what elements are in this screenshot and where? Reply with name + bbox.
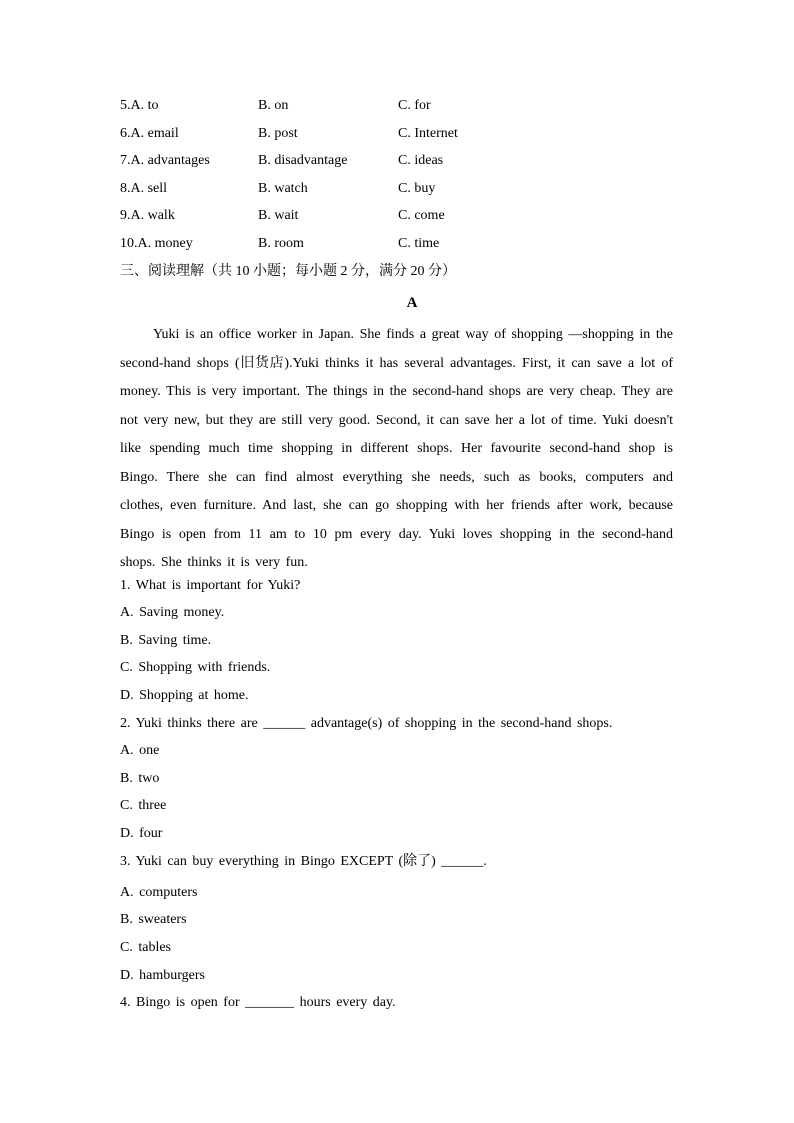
question-3-choice-b: B. sweaters bbox=[120, 912, 187, 927]
option-c: C. ideas bbox=[398, 153, 444, 168]
option-c: C. buy bbox=[398, 181, 436, 196]
question-3-stem: 3. Yuki can buy everything in Bingo EXCEPT (除了) ______. bbox=[120, 854, 487, 869]
question-3-choice-c: C. tables bbox=[120, 940, 171, 955]
passage-text: Yuki is an office worker in Japan. She finds a great way of shopping —shopping in the second-hand shops (旧货店).Yuki thinks it has several advantages. First, it can save a lot of money. This is very important. The things in the second-hand shops are very cheap. They are not very new, but they are still very good. Second, it can save her a lot of time. Yuki doesn't like spending much time shopping in different shops. Her favourite second-hand shop is Bingo. There she can find almost everything she needs, such as books, computers and clothes, even furniture. And last, she can go shopping with her friends after work, because Bingo is open from 11 am to 10 pm every day. Yuki loves shopping in the second-hand shops. She thinks it is very fun. bbox=[120, 327, 673, 570]
question-2-choice-d: D. four bbox=[120, 826, 163, 841]
option-b: B. watch bbox=[258, 181, 308, 196]
question-2-stem: 2. Yuki thinks there are ______ advantage(s) of shopping in the second-hand shops. bbox=[120, 716, 613, 731]
option-b: B. wait bbox=[258, 208, 299, 223]
question-1-choice-c: C. Shopping with friends. bbox=[120, 660, 271, 675]
question-1-choice-a: A. Saving money. bbox=[120, 605, 225, 620]
option-b: B. on bbox=[258, 98, 289, 113]
option-a: 10.A. money bbox=[120, 236, 193, 251]
reading-passage bbox=[120, 321, 673, 578]
question-2-choice-b: B. two bbox=[120, 771, 160, 786]
option-c: C. Internet bbox=[398, 126, 458, 141]
question-2-choice-c: C. three bbox=[120, 798, 167, 813]
option-a: 6.A. email bbox=[120, 126, 179, 141]
option-b: B. disadvantage bbox=[258, 153, 348, 168]
passage-label: A bbox=[406, 295, 418, 311]
question-2-choice-a: A. one bbox=[120, 743, 160, 758]
section-title: 三、阅读理解（共 10 小题；每小题 2 分，满分 20 分） bbox=[120, 264, 456, 279]
option-c: C. time bbox=[398, 236, 440, 251]
question-4-stem: 4. Bingo is open for _______ hours every day. bbox=[120, 995, 396, 1010]
option-b: B. post bbox=[258, 126, 298, 141]
option-c: C. for bbox=[398, 98, 431, 113]
option-a: 9.A. walk bbox=[120, 208, 175, 223]
question-1-choice-b: B. Saving time. bbox=[120, 633, 212, 648]
question-1-stem: 1. What is important for Yuki? bbox=[120, 578, 301, 593]
question-3-choice-a: A. computers bbox=[120, 885, 198, 900]
option-c: C. come bbox=[398, 208, 445, 223]
question-1-choice-d: D. Shopping at home. bbox=[120, 688, 249, 703]
question-3-choice-d: D. hamburgers bbox=[120, 968, 205, 983]
option-a: 5.A. to bbox=[120, 98, 159, 113]
option-a: 7.A. advantages bbox=[120, 153, 210, 168]
option-b: B. room bbox=[258, 236, 304, 251]
option-a: 8.A. sell bbox=[120, 181, 168, 196]
